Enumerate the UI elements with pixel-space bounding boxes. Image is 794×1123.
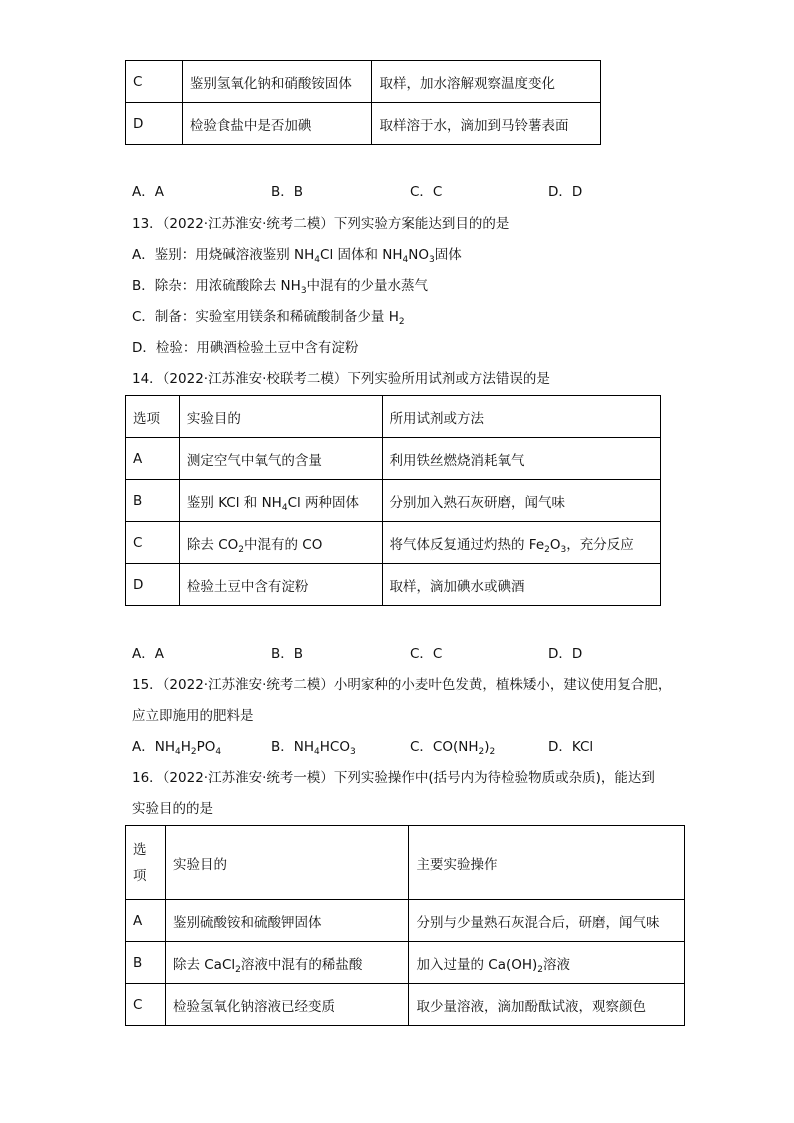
- cell-method: 将气体反复通过灼热的 $Fe_2O_3$，充分反应: [382, 522, 660, 564]
- cell-method: 加入过量的 $Ca(OH)_2$溶液: [409, 942, 685, 984]
- header-option: 选 项: [126, 826, 166, 900]
- table-header-row: [126, 826, 685, 900]
- q13-option-d: D．检验：用碘酒检验土豆中含有淀粉: [132, 340, 359, 356]
- table-row: [126, 984, 685, 1026]
- cell-option: A: [126, 438, 180, 480]
- option-b: B．$NH_4HCO_3$: [271, 739, 356, 757]
- table-q12-continued: [125, 60, 601, 145]
- table-row: [126, 942, 685, 984]
- option-c: C．C: [410, 646, 443, 662]
- table-row: [126, 61, 601, 103]
- cell-goal: 鉴别氢氧化钠和硝酸铵固体: [182, 61, 372, 103]
- q13-option-a: A．鉴别：用烧碱溶液鉴别 $NH_4Cl$ 固体和 $NH_4NO_3$固体: [132, 247, 462, 265]
- cell-goal: 检验土豆中含有淀粉: [179, 564, 382, 606]
- cell-goal: 除去 CaCl$_2$溶液中混有的稀盐酸: [165, 942, 409, 984]
- cell-goal: 检验食盐中是否加碘: [182, 103, 372, 145]
- table-row: [126, 480, 661, 522]
- cell-option: A: [126, 900, 166, 942]
- option-d: D．KCl: [548, 739, 594, 755]
- q16-stem-line2: 实验目的的是: [132, 801, 213, 817]
- cell-method: 利用铁丝燃烧消耗氧气: [382, 438, 660, 480]
- q15-stem-line2: 应立即施用的肥料是: [132, 708, 254, 724]
- cell-goal: 除去 $CO_2$中混有的 CO: [179, 522, 382, 564]
- q15-stem-line1: 15．（2022·江苏淮安·统考二模）小明家种的小麦叶色发黄，植株矮小，建议使用复合肥，: [132, 677, 672, 693]
- cell-method: 分别加入熟石灰研磨，闻气味: [382, 480, 660, 522]
- option-c: C．$CO(NH_2)_2$: [410, 739, 496, 757]
- option-a: A．$NH_4H_2PO_4$: [132, 739, 222, 757]
- cell-option: D: [126, 103, 183, 145]
- table-row: [126, 438, 661, 480]
- table-q16: [125, 825, 685, 1026]
- cell-method: 分别与少量熟石灰混合后，研磨，闻气味: [409, 900, 685, 942]
- table-header-row: [126, 396, 661, 438]
- cell-method: 取样，滴加碘水或碘酒: [382, 564, 660, 606]
- cell-goal: 检验氢氧化钠溶液已经变质: [165, 984, 409, 1026]
- cell-method: 取样，加水溶解观察温度变化: [372, 61, 601, 103]
- header-option: 选项: [126, 396, 180, 438]
- q13-option-c: C．制备：实验室用镁条和稀硫酸制备少量 $H_2$: [132, 309, 405, 327]
- cell-option: B: [126, 942, 166, 984]
- cell-method: 取样溶于水，滴加到马铃薯表面: [372, 103, 601, 145]
- q13-option-b: B．除杂：用浓硫酸除去 $NH_3$中混有的少量水蒸气: [132, 278, 429, 296]
- cell-option: C: [126, 61, 183, 103]
- option-b: B．B: [271, 646, 304, 662]
- cell-option: C: [126, 522, 180, 564]
- cell-goal: 测定空气中氧气的含量: [179, 438, 382, 480]
- table-row: [126, 900, 685, 942]
- table-row: [126, 522, 661, 564]
- cell-option: C: [126, 984, 166, 1026]
- option-d: D．D: [548, 646, 583, 662]
- table-row: [126, 103, 601, 145]
- cell-goal: 鉴别 KCl 和 $NH_4Cl$ 两种固体: [179, 480, 382, 522]
- option-c: C．C: [410, 184, 443, 200]
- q13-stem: 13．（2022·江苏淮安·统考二模）下列实验方案能达到目的的是: [132, 216, 510, 232]
- header-goal: 实验目的: [179, 396, 382, 438]
- cell-option: D: [126, 564, 180, 606]
- option-a: A．A: [132, 646, 164, 662]
- cell-method: 取少量溶液，滴加酚酞试液，观察颜色: [409, 984, 685, 1026]
- header-goal: 实验目的: [165, 826, 409, 900]
- table-row: [126, 564, 661, 606]
- table-q14: [125, 395, 661, 606]
- header-method: 主要实验操作: [409, 826, 685, 900]
- q14-stem: 14．（2022·江苏淮安·校联考二模）下列实验所用试剂或方法错误的是: [132, 371, 550, 387]
- option-b: B．B: [271, 184, 304, 200]
- option-d: D．D: [548, 184, 583, 200]
- q16-stem-line1: 16．（2022·江苏淮安·统考一模）下列实验操作中(括号内为待检验物质或杂质)，能达到: [132, 770, 655, 786]
- header-method: 所用试剂或方法: [382, 396, 660, 438]
- cell-goal: 鉴别硫酸铵和硫酸钾固体: [165, 900, 409, 942]
- cell-option: B: [126, 480, 180, 522]
- option-a: A．A: [132, 184, 164, 200]
